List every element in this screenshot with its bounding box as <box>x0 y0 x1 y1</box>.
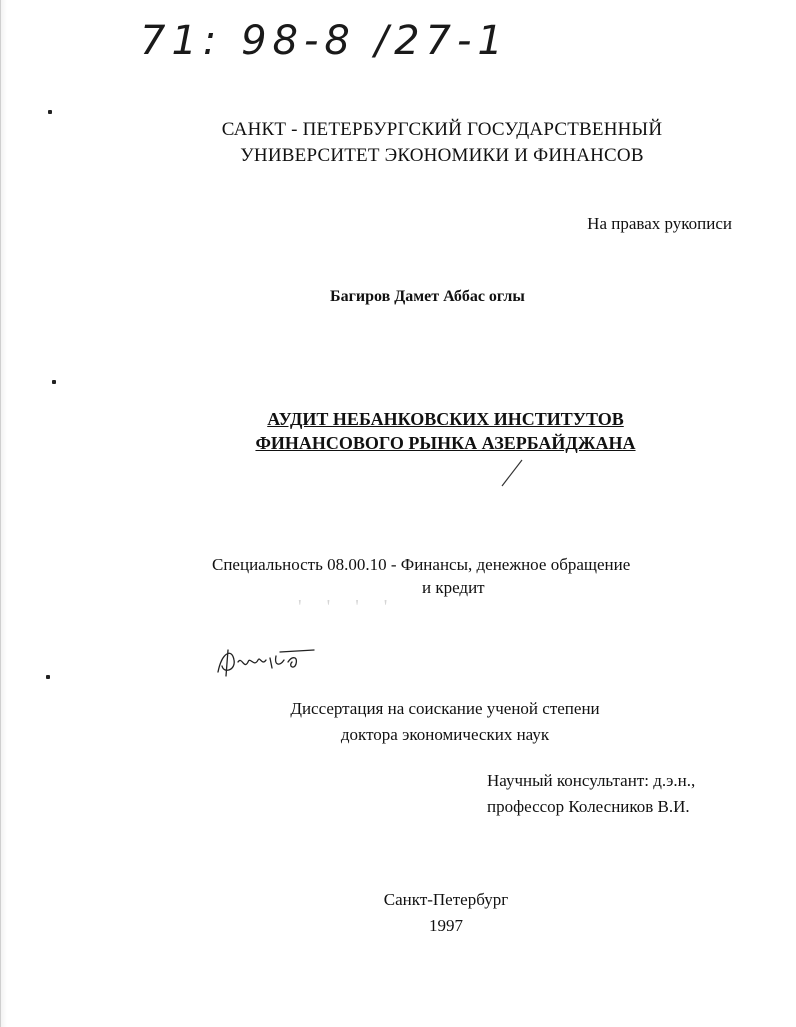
manuscript-rights-note: На правах рукописи <box>587 214 732 233</box>
author-name: Багиров Дамет Аббас оглы <box>330 288 525 305</box>
consultant-line-2: профессор Колесников В.И. <box>487 797 690 816</box>
university-name-line-1: САНКТ - ПЕТЕРБУРГСКИЙ ГОСУДАРСТВЕННЫЙ <box>221 119 663 140</box>
thesis-title-line-2: ФИНАНСОВОГО РЫНКА АЗЕРБАЙДЖАНА <box>255 433 636 453</box>
dissertation-line-1: Диссертация на соискание ученой степени <box>290 699 600 718</box>
faint-stamp-impression: ' ' ' ' <box>298 596 398 618</box>
thesis-title-line-1: АУДИТ НЕБАНКОВСКИХ ИНСТИТУТОВ <box>267 409 624 429</box>
specialty-line-1: Специальность 08.00.10 - Финансы, денежное обращение <box>212 555 631 574</box>
pen-stroke <box>496 458 526 488</box>
handwritten-archive-code: 71: 98-8 /27-1 <box>140 18 509 64</box>
scan-mark <box>48 110 52 114</box>
consultant-line-1: Научный консультант: д.э.н., <box>487 771 696 790</box>
university-name-line-2: УНИВЕРСИТЕТ ЭКОНОМИКИ И ФИНАНСОВ <box>240 145 644 166</box>
dissertation-line-2: доктора экономических наук <box>340 725 550 744</box>
scan-mark <box>46 675 50 679</box>
specialty-line-2: и кредит <box>422 578 485 597</box>
city: Санкт-Петербург <box>383 890 509 909</box>
year: 1997 <box>429 916 463 935</box>
scan-mark <box>52 380 56 384</box>
handwritten-signature <box>214 642 324 682</box>
